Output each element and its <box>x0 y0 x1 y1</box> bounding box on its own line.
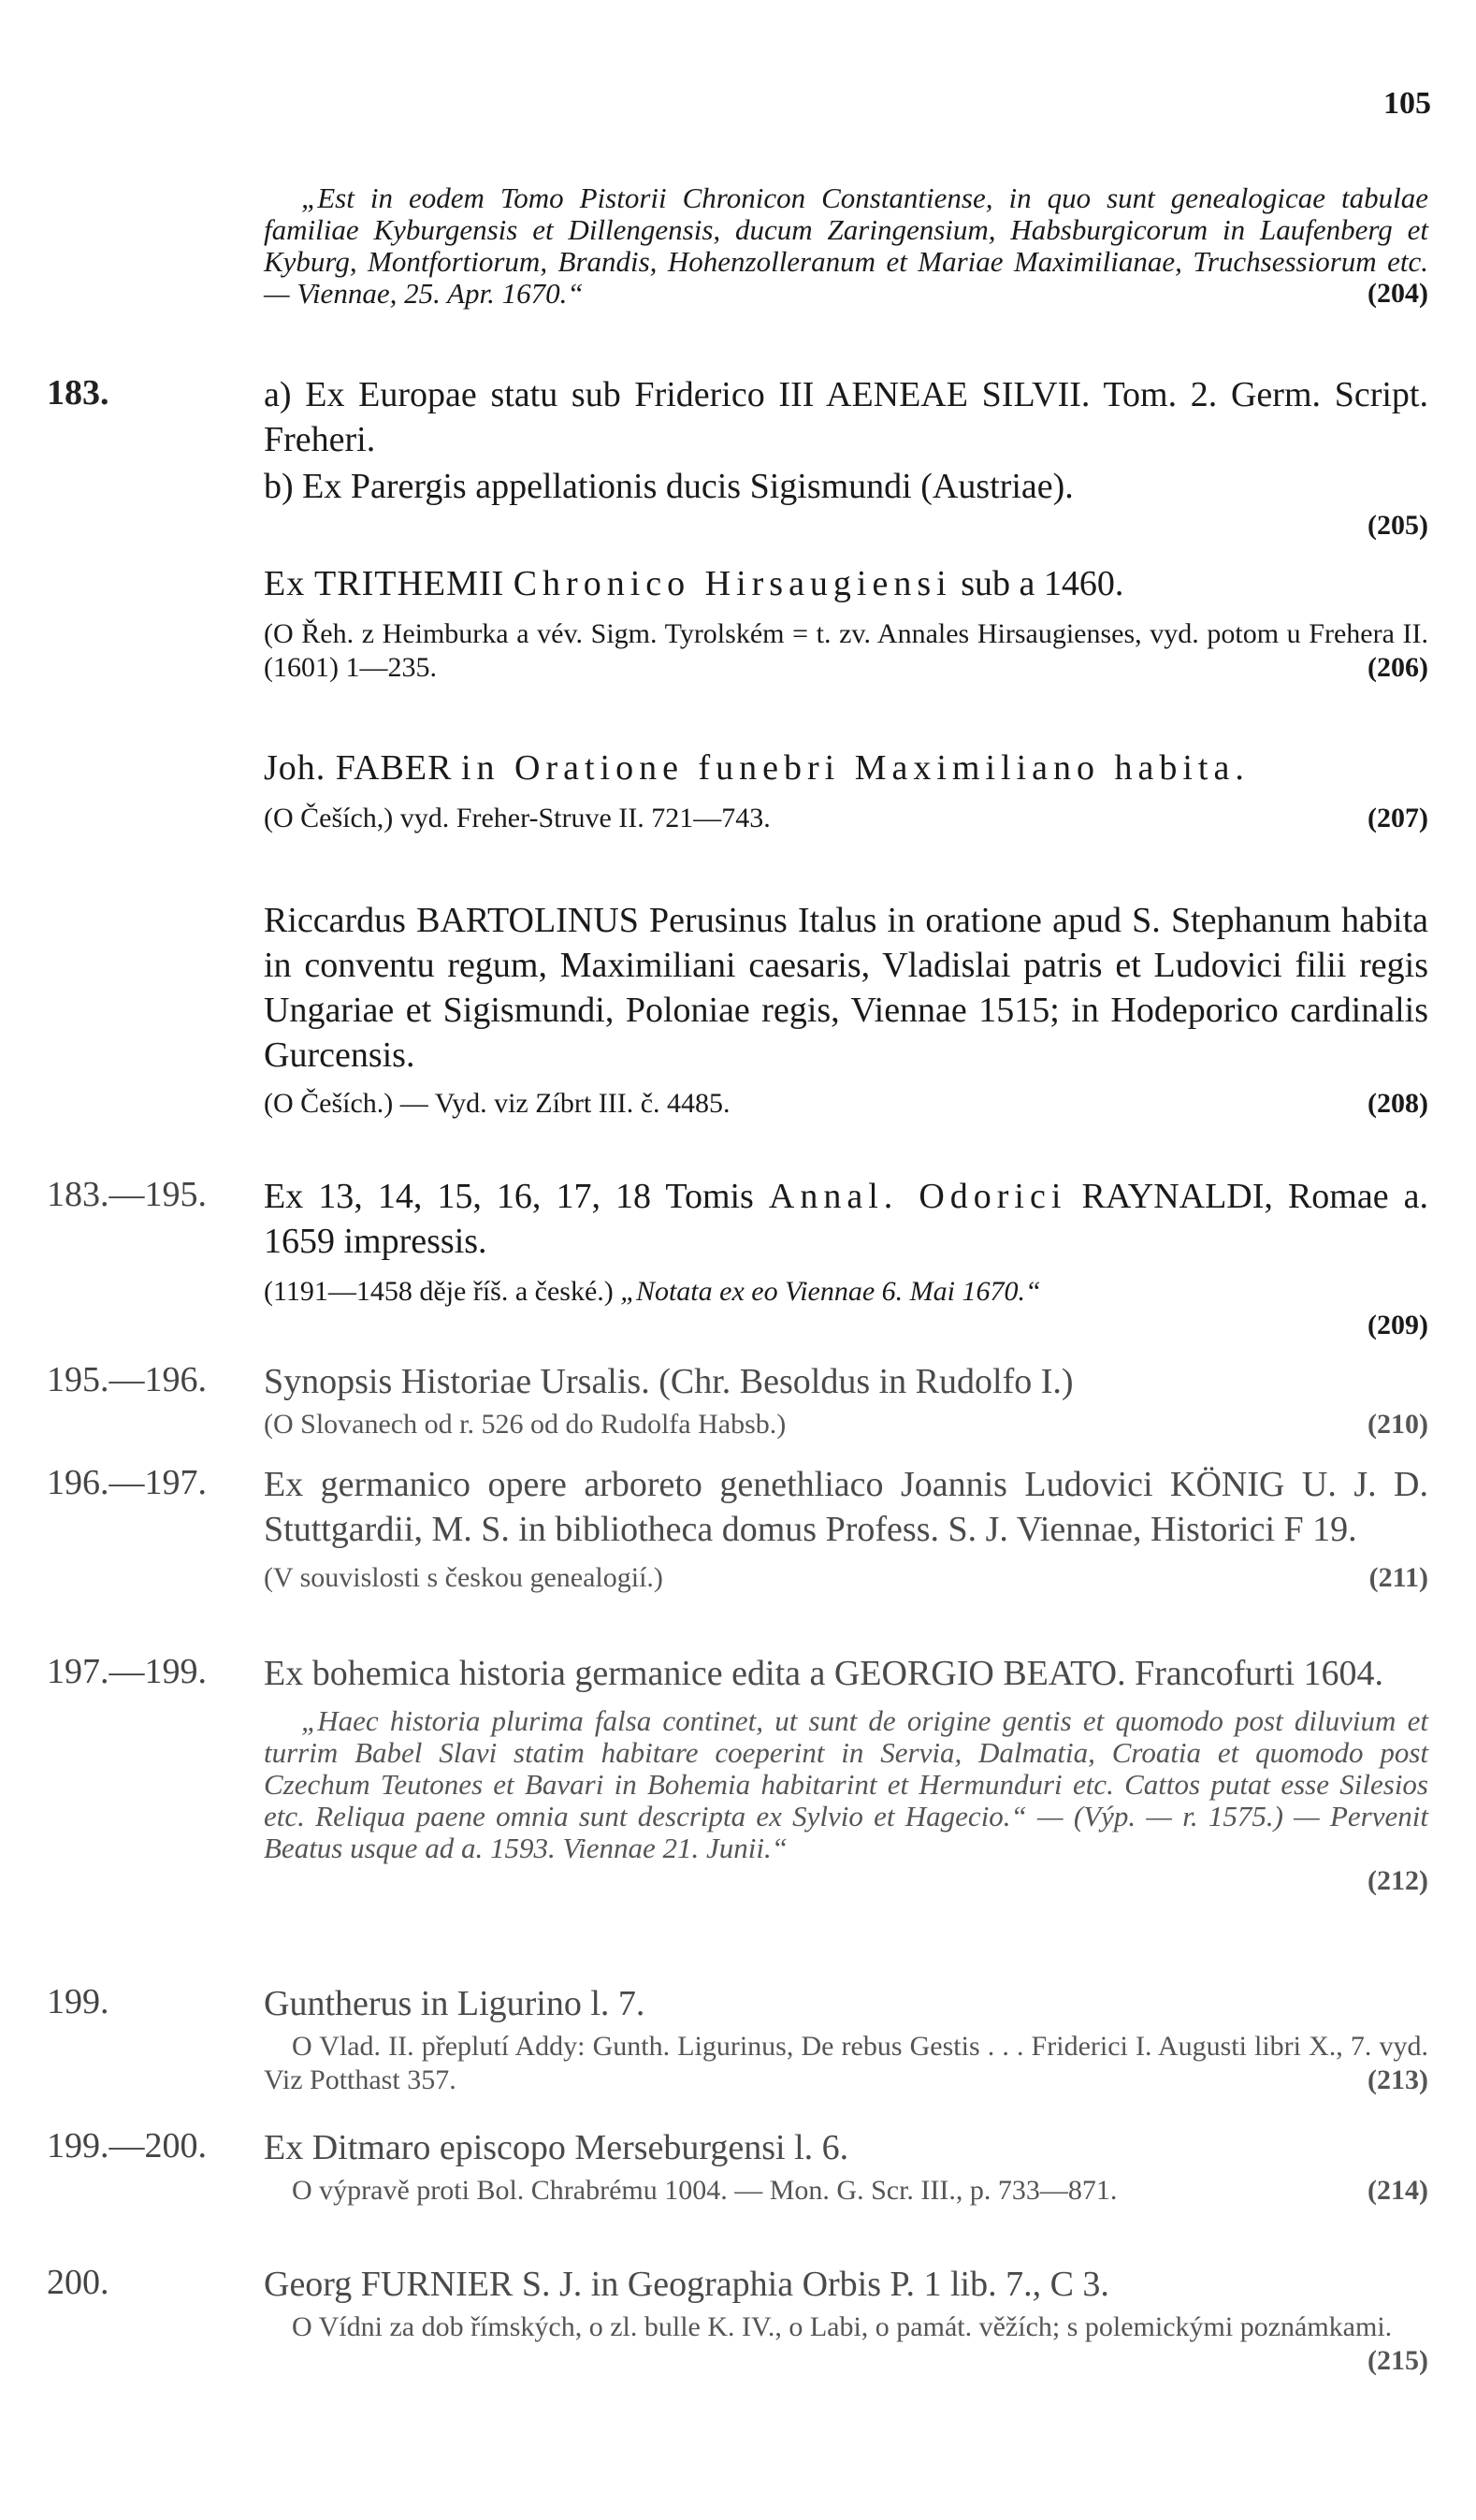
author-name: Joh. FABER <box>264 748 453 788</box>
entry-note <box>264 1087 1428 1121</box>
reference-number: (211) <box>1368 1562 1428 1593</box>
folio-number: 200. <box>47 2263 109 2302</box>
entry-body <box>264 561 1428 685</box>
entry-text <box>264 1174 1428 1264</box>
reference-number: (213) <box>1367 2064 1428 2095</box>
entry-note <box>264 2174 1428 2208</box>
entry-body <box>264 2125 1428 2208</box>
work-title: Annal. Odorici <box>768 1177 1067 1216</box>
entry-text: Ex germanico opere arboreto genethliaco Joannis Ludovici KÖNIG U. J. D. Stuttgardii, M. S. in bibliotheca domus Profess. S. J. Viennae, Historici F 19. <box>264 1465 1428 1549</box>
entry-note <box>264 802 1428 835</box>
entry-body <box>264 2262 1428 2378</box>
entry-body <box>264 1359 1428 1441</box>
folio-number: 196.—197. <box>47 1463 207 1502</box>
entry-body <box>264 1462 1428 1595</box>
entry-text: Ex Ditmaro episcopo Merseburgensi l. 6. <box>264 2128 849 2167</box>
note-text: (O Řeh. z Heimburka a vév. Sigm. Tyrolském = t. zv. Annales Hirsaugienses, vyd. potom u Frehera II. (1601) 1—235. <box>264 618 1428 683</box>
reference-number: (208) <box>1367 1088 1428 1119</box>
entry-body <box>264 1651 1428 1898</box>
work-title: in Oratione funebri Maximiliano habita. <box>460 748 1250 788</box>
page-number: 105 <box>1383 86 1431 121</box>
entry-title <box>264 746 1428 790</box>
note-text: (O Češích.) — Vyd. viz Zíbrt III. č. 4485. <box>264 1088 731 1119</box>
note-text: O výpravě proti Bol. Chrabrému 1004. — Mon. G. Scr. III., p. 733—871. <box>292 2175 1118 2206</box>
folio-number: 197.—199. <box>47 1652 207 1691</box>
latin-quote: „Haec historia plurima falsa continet, ut sunt de origine gentis et quomodo post diluvium et turrim Babel Slavi statim habitare coeperint in Servia, Dalmatia, Croatia et quomodo post Czechum Teutones et Bavari in Bohemia habitarint et Hermunduri etc. Cattos putat esse Silesios etc. Reliqua paene omnia sunt descripta ex Sylvio et Hagecio.“ — (Výp. — r. 1575.) — Pervenit Beatus usque ad a. 1593. Viennae 21. Junii.“ <box>264 1704 1428 1864</box>
work-title: Chronico Hirsaugiensi <box>513 564 952 603</box>
folio-number: 183.—195. <box>47 1175 207 1214</box>
entry-body <box>264 182 1428 310</box>
entry-note <box>264 1561 1428 1595</box>
entry-note <box>264 1275 1428 1309</box>
reference-number: (207) <box>1367 803 1428 833</box>
quote-text: „Est in eodem Tomo Pistorii Chronicon Constantiense, in quo sunt genealogicae tabulae familiae Kyburgensis et Dillengensis, ducum Zaringensium, Habsburgicorum in Laufenberg et Kyburg, Montfortiorum, Brandis, Hohenzolleranum et Mariae Maximilianae, Truchsessiorum etc. — Viennae, 25. Apr. 1670.“ <box>264 181 1428 310</box>
reference-number: (214) <box>1367 2175 1428 2206</box>
reference-number: (204) <box>1367 278 1428 309</box>
note-quote: „Notata ex eo Viennae 6. Mai 1670.“ <box>620 1276 1041 1307</box>
entry-body <box>264 1981 1428 2097</box>
folio-number: 195.—196. <box>47 1360 207 1399</box>
note-text: O Vídni za dob římských, o zl. bulle K. IV., o Labi, o památ. věžích; s polemickými poznámkami. <box>292 2311 1393 2342</box>
entry-note <box>264 2030 1428 2097</box>
entry-text: Synopsis Historiae Ursalis. (Chr. Besoldus in Rudolfo I.) <box>264 1362 1074 1401</box>
entry-text: Riccardus BARTOLINUS Perusinus Italus in oratione apud S. Stephanum habita in conventu regum, Maximiliani caesaris, Vladislai patris et Ludovici filii regis Ungariae et Sigismundi, Poloniae regis, Viennae 1515; in Hodeporico cardinalis Gurcensis. <box>264 901 1428 1075</box>
entry-item-a: a) Ex Europae statu sub Friderico III AENEAE SILVII. Tom. 2. Germ. Script. Freheri. <box>264 375 1428 459</box>
entry-date: sub a 1460. <box>961 564 1124 603</box>
entry-title <box>264 561 1428 606</box>
reference-number: (212) <box>1367 1865 1428 1896</box>
entry-body <box>264 372 1428 543</box>
entry-body <box>264 746 1428 835</box>
latin-quote <box>264 182 1428 310</box>
entry-text-a: Ex 13, 14, 15, 16, 17, 18 Tomis <box>264 1177 754 1216</box>
entry-note <box>264 2310 1428 2376</box>
author-name: Ex TRITHEMII <box>264 564 505 603</box>
note-text: (1191—1458 děje říš. a české.) <box>264 1276 614 1307</box>
folio-number: 199.—200. <box>47 2126 207 2165</box>
reference-number: (206) <box>1367 652 1428 683</box>
reference-number: (215) <box>1367 2345 1428 2376</box>
entry-text: Georg FURNIER S. J. in Geographia Orbis P. 1 lib. 7., C 3. <box>264 2265 1109 2304</box>
note-text: (O Slovanech od r. 526 od do Rudolfa Habsb.) <box>264 1409 787 1440</box>
entry-note <box>264 1408 1428 1441</box>
entry-item-b: b) Ex Parergis appellationis ducis Sigismundi (Austriae). <box>264 467 1074 506</box>
reference-number: (205) <box>1367 510 1428 541</box>
folio-number: 183. <box>47 373 109 413</box>
note-text: O Vlad. II. přeplutí Addy: Gunth. Ligurinus, De rebus Gestis . . . Friderici I. Augusti libri X., 7. vyd. Viz Potthast 357. <box>264 2031 1428 2095</box>
folio-number: 199. <box>47 1982 109 2021</box>
entry-text-c: RAYNALDI, Romae a. 1659 impressis. <box>264 1177 1429 1261</box>
note-text: (O Češích,) vyd. Freher-Struve II. 721—743. <box>264 803 771 833</box>
note-text: (V souvislosti s českou genealogií.) <box>264 1562 663 1593</box>
entry-text: Guntherus in Ligurino l. 7. <box>264 1984 645 2023</box>
entry-note <box>264 617 1428 685</box>
entry-text: Ex bohemica historia germanice edita a GEORGIO BEATO. Francofurti 1604. <box>264 1654 1384 1693</box>
reference-number: (209) <box>1367 1310 1428 1340</box>
reference-number: (210) <box>1367 1409 1428 1440</box>
entry-body <box>264 1174 1428 1342</box>
entry-body <box>264 898 1428 1121</box>
